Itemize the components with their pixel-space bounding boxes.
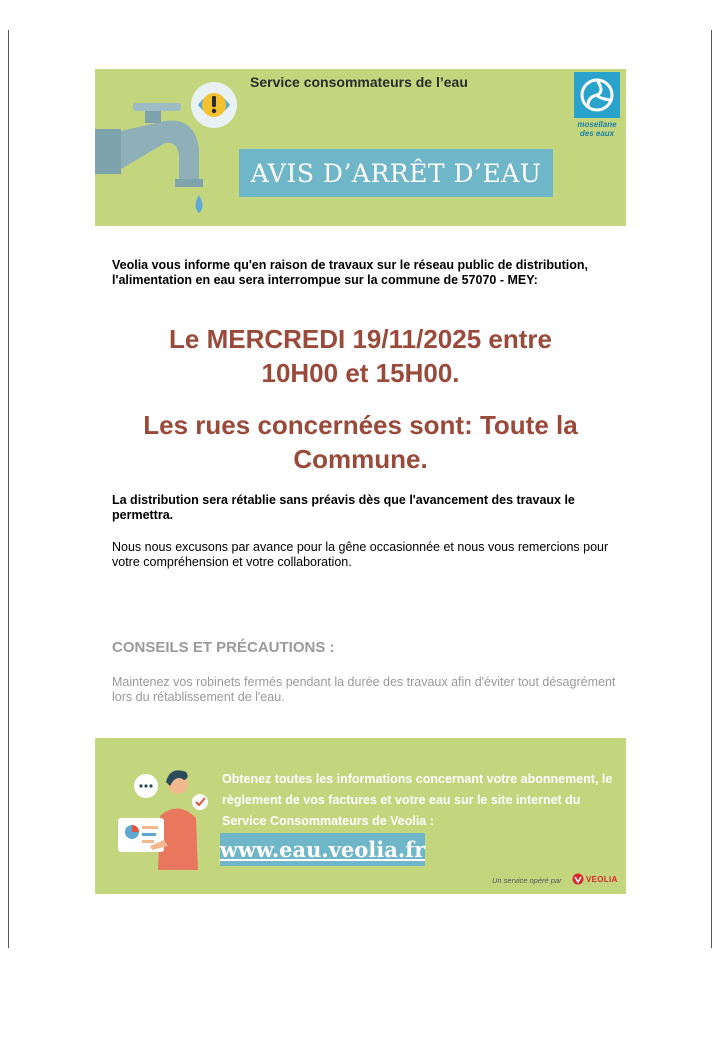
alert-icon [188,79,244,131]
streets-line-1: Les rues concernées sont: Toute la [143,410,578,440]
date-line-2: 10H00 et 15H00. [261,358,460,388]
intro-paragraph: Veolia vous informe qu'en raison de travaux sur le réseau public de distribution, l'alimentation en eau sera interrompue sur la commune de 57070 - MEY: [112,258,589,287]
logo-caption [567,120,627,138]
mosellane-logo-icon [574,72,620,118]
restore-paragraph: La distribution sera rétablie sans préavis dès que l'avancement des travaux le permettra. [112,493,575,522]
website-link[interactable]: www.eau.veolia.fr [219,837,426,862]
date-line-1: Le MERCREDI 19/11/2025 entre [169,324,552,354]
logo-caption-line2: des eaux [579,129,615,138]
website-link-box[interactable] [220,833,425,866]
person-laptop-illustration [110,760,220,870]
veolia-logo-icon [572,873,584,885]
advice-heading: CONSEILS ET PRÉCAUTIONS : [112,639,335,656]
advice-paragraph: Maintenez vos robinets fermés pendant la durée des travaux afin d'éviter tout désagrément lors du rétablissement de l'eau. [112,675,616,704]
logo-caption-line1: mosellane [577,120,617,129]
page-border-left [8,30,9,948]
notice-title: AVIS D’ARRÊT D’EAU [250,158,542,188]
streets-line-2: Commune. [293,444,428,474]
title-box [239,149,553,197]
footer-info-text: Obtenez toutes les informations concernant votre abonnement, le règlement de vos factures et votre eau sur le site internet du Service Consommateurs de Veolia : [222,772,613,828]
veolia-wordmark: VEOLIA [586,874,618,884]
date-highlight [95,322,626,390]
streets-highlight [95,408,626,476]
service-title: Service consommateurs de l’eau [250,74,468,90]
veolia-logo [572,873,618,885]
page-border-right [711,30,712,948]
operated-by-text: Un service opéré par [492,876,562,885]
apology-paragraph: Nous nous excusons par avance pour la gêne occasionnée et nous vous remercions pour votre compréhension et votre collaboration. [112,540,609,569]
